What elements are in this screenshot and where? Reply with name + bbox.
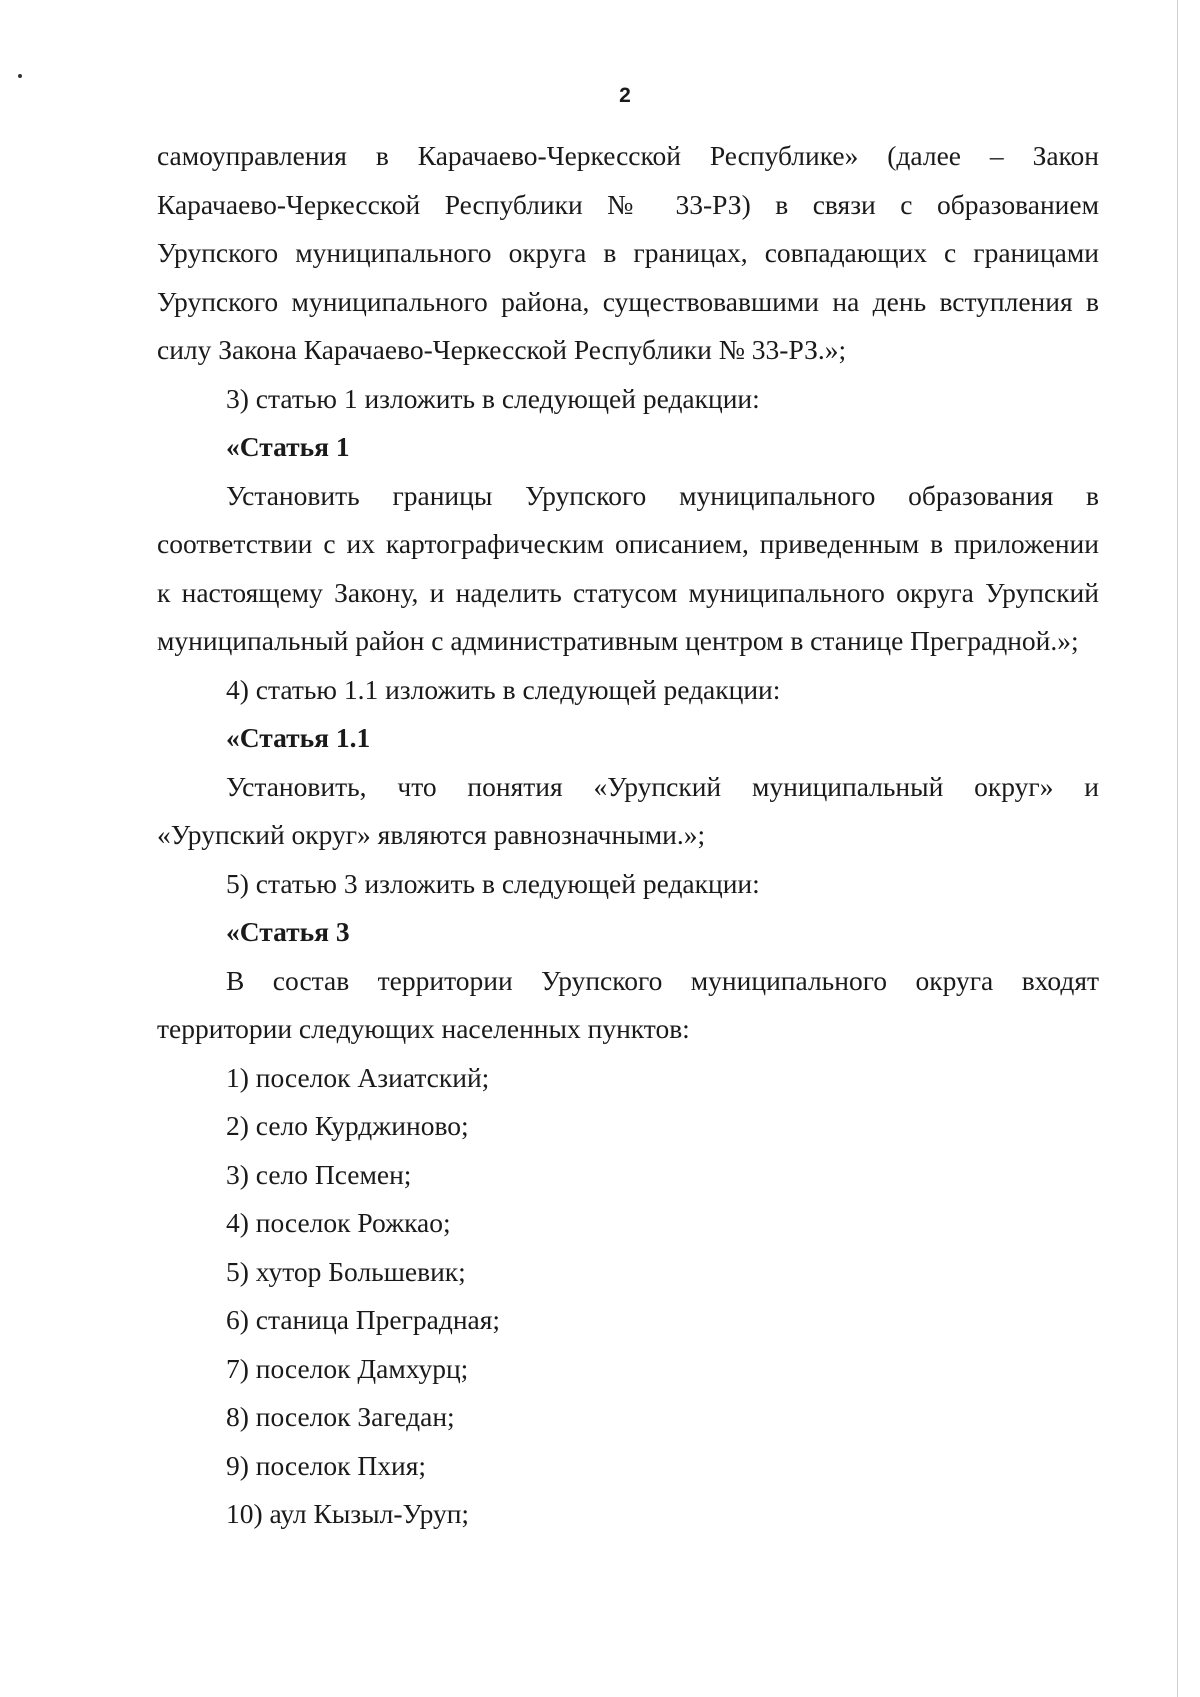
- article-1-line: Установить границы Урупского муниципального образования в: [226, 479, 1099, 511]
- article-1-1-line-last: «Урупский округ» являются равнозначными.»;: [157, 819, 706, 850]
- para-line: Урупского муниципального округа в границах, совпадающих с границами: [157, 237, 1099, 268]
- page-number: 2: [619, 84, 631, 107]
- amendment-item-4: 4) статью 1.1 изложить в следующей редакции:: [226, 673, 781, 705]
- settlement-item: 4) поселок Рожкао;: [226, 1207, 451, 1238]
- settlement-item: 10) аул Кызыл-Уруп;: [226, 1498, 470, 1529]
- article-1-1-line: Установить, что понятия «Урупский муниципальный округ» и: [226, 770, 1099, 802]
- settlement-item: 3) село Псемен;: [226, 1158, 412, 1190]
- article-1-1-heading: «Статья 1.1: [226, 722, 371, 753]
- scan-speck: [18, 74, 22, 78]
- settlement-item: 2) село Курджиново;: [226, 1110, 469, 1141]
- para-line: самоуправления в Карачаево-Черкесской Республике» (далее – Закон: [157, 140, 1099, 171]
- settlement-item: 5) хутор Большевик;: [226, 1255, 466, 1287]
- settlement-item: 9) поселок Пхия;: [226, 1449, 427, 1481]
- para-line: Карачаево-Черкесской Республики № 33-РЗ) в связи с образованием: [157, 188, 1099, 220]
- article-1-line: соответствии с их картографическим описанием, приведенным в приложении: [157, 528, 1099, 559]
- article-1-heading: «Статья 1: [226, 431, 350, 462]
- page-edge-line: [1177, 0, 1178, 1697]
- article-3-line: В состав территории Урупского муниципального округа входят: [226, 964, 1099, 996]
- para-line-last: силу Закона Карачаево-Черкесской Республики № 33-РЗ.»;: [157, 334, 847, 365]
- settlement-item: 6) станица Преградная;: [226, 1304, 501, 1335]
- amendment-item-5: 5) статью 3 изложить в следующей редакции:: [226, 867, 760, 899]
- settlement-item: 1) поселок Азиатский;: [226, 1061, 490, 1093]
- article-3-line-last: территории следующих населенных пунктов:: [157, 1013, 690, 1044]
- amendment-item-3: 3) статью 1 изложить в следующей редакции:: [226, 382, 760, 414]
- article-1-line: к настоящему Закону, и наделить статусом муниципального округа Урупский: [157, 576, 1099, 608]
- para-line: Урупского муниципального района, существовавшими на день вступления в: [157, 285, 1099, 317]
- article-1-line-last: муниципальный район с административным центром в станице Преградной.»;: [157, 625, 1079, 656]
- document-body: [157, 132, 1099, 1539]
- settlement-item: 8) поселок Загедан;: [226, 1401, 455, 1432]
- settlement-item: 7) поселок Дамхурц;: [226, 1352, 469, 1384]
- article-3-heading: «Статья 3: [226, 916, 350, 947]
